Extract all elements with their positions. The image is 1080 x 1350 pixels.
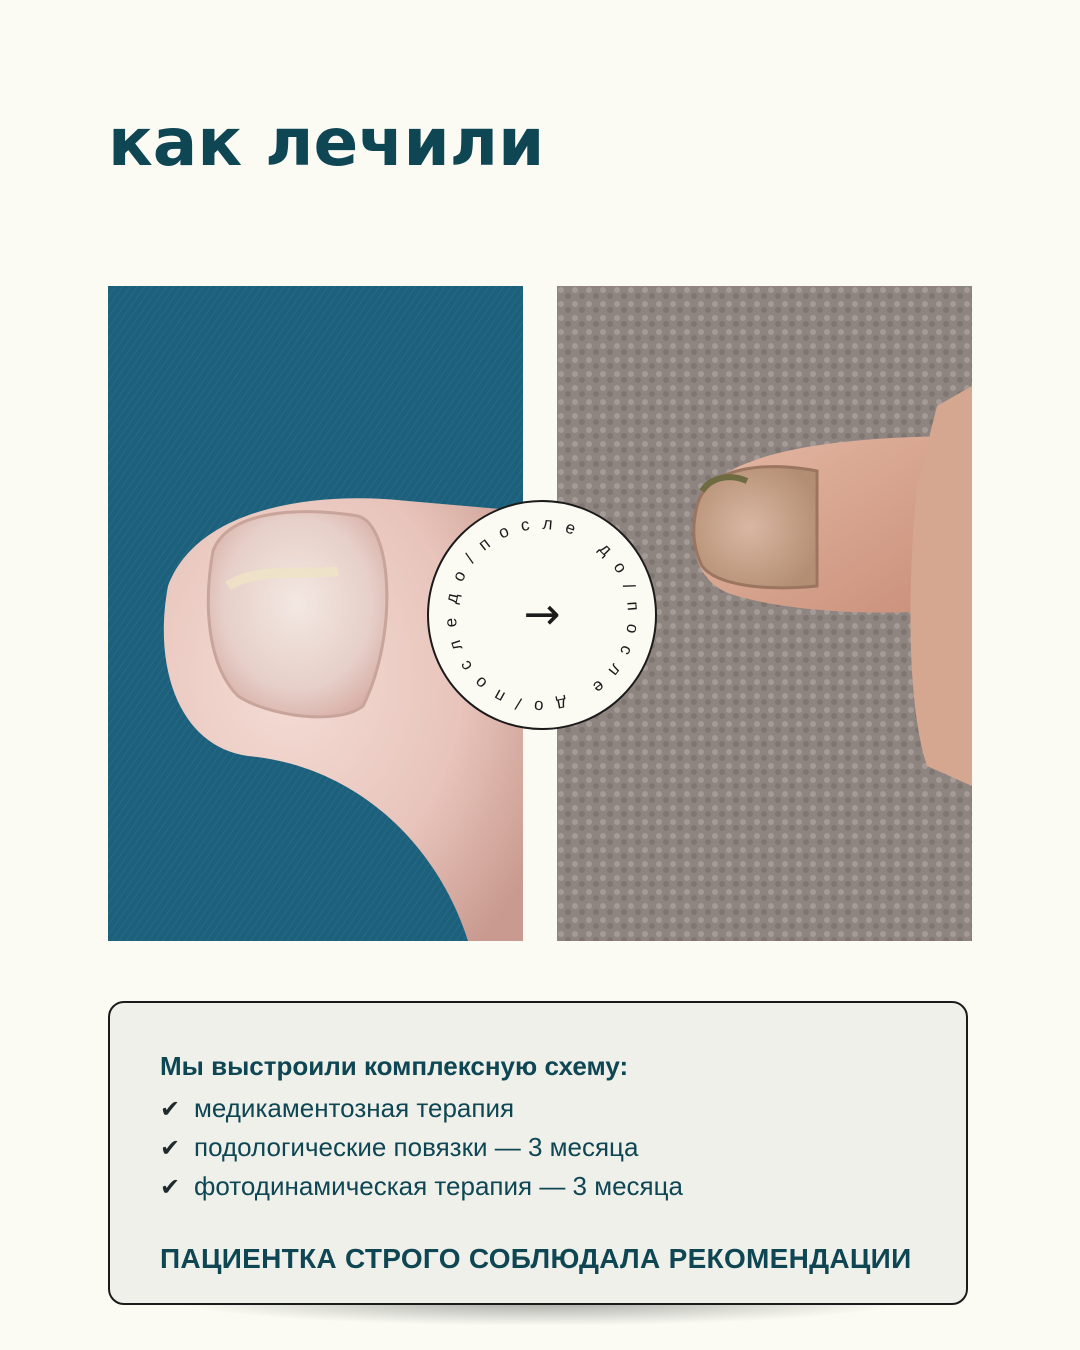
- list-item: [160, 1089, 683, 1128]
- list-item-text: медикаментозная терапия: [194, 1093, 515, 1123]
- card-footer: ПАЦИЕНТКА СТРОГО СОБЛЮДАЛА РЕКОМЕНДАЦИИ: [160, 1243, 912, 1274]
- checkmark-icon: ✔: [160, 1134, 181, 1162]
- badge-ring-text: до/после до/после до/после: [440, 513, 644, 717]
- treatment-card: [108, 1001, 968, 1305]
- list-item: [160, 1128, 683, 1167]
- arrow-right-icon: →: [523, 589, 561, 640]
- list-item-text: подологические повязки — 3 месяца: [194, 1132, 639, 1162]
- checkmark-icon: ✔: [160, 1095, 181, 1123]
- page-title: как лечили: [108, 104, 545, 181]
- checkmark-icon: ✔: [160, 1173, 181, 1201]
- card-heading: Мы выстроили комплексную схему:: [160, 1051, 629, 1081]
- list-item: [160, 1167, 683, 1206]
- list-item-text: фотодинамическая терапия — 3 месяца: [194, 1171, 683, 1201]
- treatment-list: [160, 1089, 683, 1206]
- before-after-badge: [424, 497, 660, 733]
